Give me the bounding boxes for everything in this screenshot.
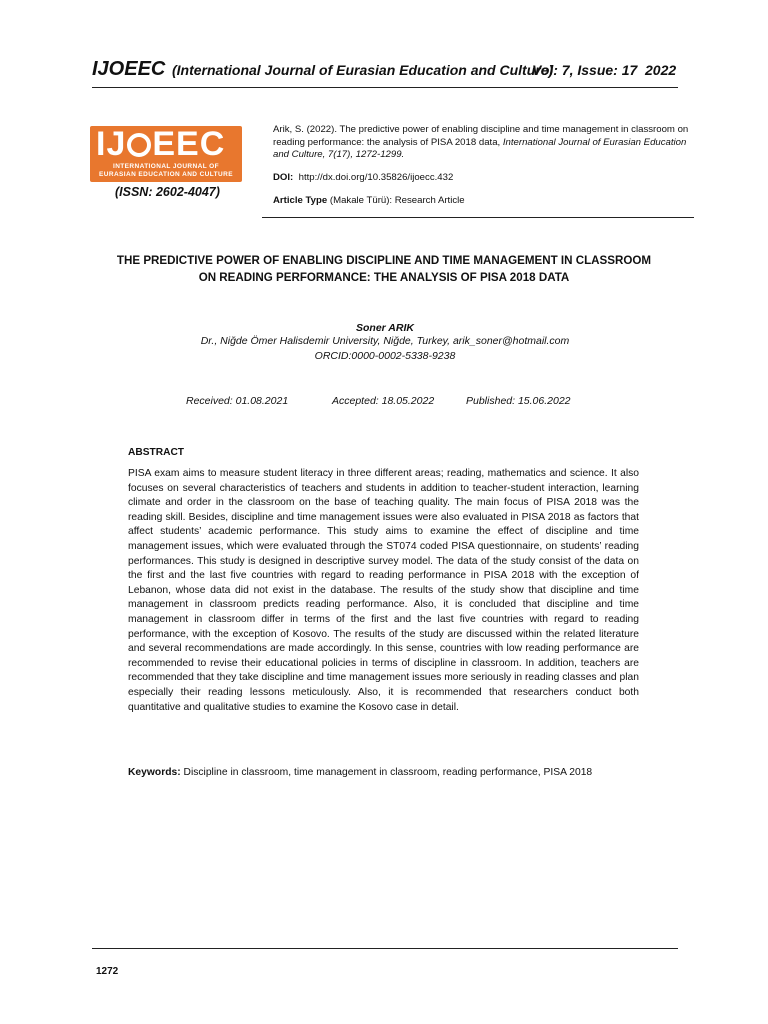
- doi-label: DOI:: [273, 172, 294, 183]
- issn: (ISSN: 2602-4047): [115, 185, 220, 199]
- article-type-line: [273, 195, 465, 206]
- keywords: [128, 766, 639, 781]
- citation: [273, 124, 691, 162]
- published-date: Published: 15.06.2022: [466, 395, 571, 407]
- article-type-label: Article Type: [273, 195, 328, 206]
- page-number: 1272: [96, 966, 119, 977]
- footer-divider: [92, 948, 678, 949]
- author-name: Soner ARIK: [356, 322, 414, 334]
- received-date: Received: 01.08.2021: [186, 395, 289, 407]
- volume-issue: Vol: 7, Issue: 17: [532, 62, 638, 78]
- keywords-text: Discipline in classroom, time management in classroom, reading performance, PISA 2018: [180, 767, 593, 778]
- paper-title: THE PREDICTIVE POWER OF ENABLING DISCIPLINE AND TIME MANAGEMENT IN CLASSROOM ON READING PERFORMANCE: THE ANALYSIS OF PISA 2018 DATA: [116, 254, 652, 284]
- author-affiliation: Dr., Niğde Ömer Halisdemir University, Niğde, Turkey, arik_soner@hotmail.com: [200, 335, 570, 347]
- journal-header: [92, 58, 682, 84]
- citation-journal: International Journal of Eurasian Education and Culture, 7(17), 1272-1299.: [273, 136, 687, 160]
- journal-short-name: IJOEEC: [92, 58, 166, 80]
- journal-logo: [90, 126, 242, 182]
- citation-divider: [262, 217, 694, 218]
- accepted-date: Accepted: 18.05.2022: [332, 395, 435, 407]
- header-divider: [92, 87, 678, 88]
- journal-full-name: (International Journal of Eurasian Education and Culture): [172, 62, 554, 78]
- publication-year: 2022: [645, 62, 677, 78]
- abstract-text: PISA exam aims to measure student literacy in three different areas; reading, mathematics and science. It also focuses on several characteristics of teachers and students in addition to teacher-student interaction, learning climate and order in the classroom on the base of teaching quality. The main focus of PISA 2018 was the reading skill. Besides, discipline and time management issues were also evaluated in PISA 2018 as factors that affect students’ academic performance. This study aims to examine the effect of discipline and time management issues, which were evaluated through the ST074 coded PISA questionnaire, on students’ reading performances. This study is designed in descriptive survey model. The data of the study consist of the data on the first and the last five countries with regard to reading performance in PISA 2018 with the exception of Lebanon, whose data did not exist in the database. The results of the study show that discipline and time management in classroom predicts reading performance. Also, it is concluded that discipline and time management in classroom differ in terms of the first and the last five countries with regard to reading performance, with the exception of Kosovo. The results of the study are discussed within the related literature and several recommendations are made accordingly. In this sense, countries with low reading performance are recommended to revise their educational policies in terms of discipline in classroom. In addition, teachers are recommended that they take discipline and time management issues more seriously in reading classes and plan especially their reading lessons meticulously. Also, it is recommended that researchers conduct both quantitative and qualitative studies to examine the Kosovo case in detail.: [128, 468, 639, 713]
- logo-subtitle-line2: EURASIAN EDUCATION AND CULTURE: [99, 171, 233, 178]
- logo-wordmark: IJ EEC: [96, 125, 226, 163]
- abstract-heading: ABSTRACT: [128, 447, 185, 458]
- doi-link[interactable]: http://dx.doi.org/10.35826/ijoecc.432: [298, 172, 454, 183]
- article-type-value: (Makale Türü): Research Article: [327, 195, 465, 206]
- author-orcid: ORCID:0000-0002-5338-9238: [314, 350, 456, 362]
- citation-text: Arik, S. (2022). The predictive power of enabling discipline and time management in classroom on reading performance: the analysis of PISA 2018 data,: [273, 124, 689, 148]
- doi-line: [273, 172, 453, 183]
- keywords-label: Keywords:: [128, 767, 181, 778]
- logo-subtitle-line1: INTERNATIONAL JOURNAL OF: [112, 163, 220, 170]
